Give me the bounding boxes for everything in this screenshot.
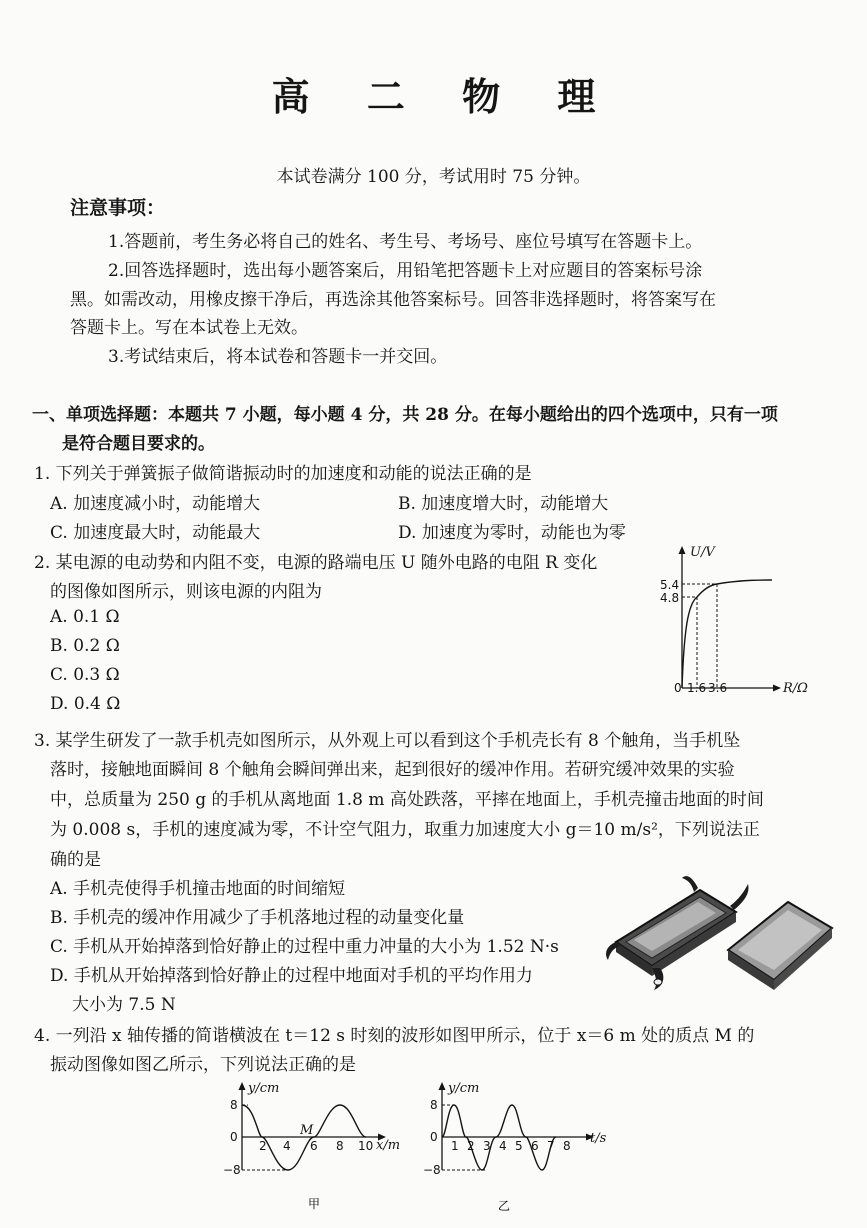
phone-case-illustration — [608, 872, 836, 1002]
q4a-y-arrow — [239, 1082, 246, 1090]
q2-option-c: C. 0.3 Ω — [50, 665, 120, 685]
q4b-tick-3: 3 — [483, 1139, 491, 1153]
q2-tick-3-6: 3.6 — [708, 681, 728, 695]
exam-title: 高 二 物 理 — [271, 74, 618, 119]
q3-option-c: C. 手机从开始掉落到恰好静止的过程中重力冲量的大小为 1.52 N·s — [50, 937, 559, 957]
q4a-caption: 甲 — [308, 1197, 321, 1211]
q3-option-b: B. 手机壳的缓冲作用减少了手机落地过程的动量变化量 — [50, 908, 465, 928]
exam-subtitle: 本试卷满分 100 分，考试用时 75 分钟。 — [276, 167, 591, 187]
q4b-tick-5: 5 — [515, 1139, 523, 1153]
q4b-tick-4: 4 — [499, 1139, 507, 1153]
q4a-tick-2: 2 — [259, 1139, 267, 1153]
notice-item-1: 1.答题前，考生务必将自己的姓名、考生号、考场号、座位号填写在答题卡上。 — [108, 232, 703, 252]
q2-x-arrow — [773, 685, 781, 692]
q4a-tick-bottom: −8 — [223, 1163, 241, 1177]
q3-stem: 3. 某学生研发了一款手机壳如图所示，从外观上可以看到这个手机壳长有 8 个触角，当手机坠 — [34, 731, 741, 751]
q4b-x-label: t/s — [590, 1131, 607, 1146]
q2-stem-cont: 的图像如图所示，则该电源的内阻为 — [50, 582, 322, 602]
q2-tick-1-6: 1.6 — [687, 681, 707, 695]
q4b-tick-6: 6 — [531, 1139, 539, 1153]
q4b-y-label: y/cm — [448, 1081, 480, 1096]
q4b-caption: 乙 — [498, 1199, 511, 1213]
q2-option-d: D. 0.4 Ω — [50, 694, 121, 714]
q2-option-a: A. 0.1 Ω — [50, 607, 120, 627]
q2-curve — [682, 580, 772, 688]
q2-origin: 0 — [674, 681, 682, 695]
q4a-point-m: M — [300, 1123, 314, 1138]
q4b-tick-1: 1 — [451, 1139, 459, 1153]
notice-item-2-cont: 黑。如需改动，用橡皮擦干净后，再选涂其他答案标号。回答非选择题时，将答案写在 — [70, 290, 716, 310]
q4b-tick-8: 8 — [563, 1139, 571, 1153]
q2-tick-5-4: 5.4 — [660, 578, 680, 592]
q3-stem-4: 为 0.008 s，手机的速度减为零，不计空气阻力，取重力加速度大小 g＝10 m/s²，下列说法正 — [50, 820, 760, 840]
notice-item-2: 2.回答选择题时，选出每小题答案后，用铅笔把答题卡上对应题目的答案标号涂 — [108, 261, 703, 281]
q1-option-a: A. 加速度减小时，动能增大 — [50, 494, 261, 514]
q4a-y-label: y/cm — [248, 1081, 280, 1096]
q4a-tick-8: 8 — [336, 1139, 344, 1153]
q2-stem: 2. 某电源的电动势和内阻不变，电源的路端电压 U 随外电路的电阻 R 变化 — [34, 553, 598, 573]
q4a-x-label: x/m — [376, 1138, 401, 1153]
q4a-tick-zero: 0 — [230, 1130, 238, 1144]
phone-with-case — [606, 876, 748, 990]
q4a-tick-6: 6 — [310, 1139, 318, 1153]
q4b-tick-bottom: −8 — [423, 1163, 441, 1177]
q3-stem-3: 中，总质量为 250 g 的手机从离地面 1.8 m 高处跌落，平摔在地面上，手机壳撞击地面的时间 — [50, 790, 764, 810]
q4a-tick-10: 10 — [358, 1139, 374, 1153]
q2-ur-graph — [640, 540, 820, 700]
q3-option-d-cont: 大小为 7.5 N — [72, 995, 176, 1015]
section-heading-cont: 是符合题目要求的。 — [62, 434, 215, 454]
q1-option-b: B. 加速度增大时，动能增大 — [398, 494, 609, 514]
q4b-tick-zero: 0 — [430, 1130, 438, 1144]
q3-option-d: D. 手机从开始掉落到恰好静止的过程中地面对手机的平均作用力 — [50, 966, 533, 986]
q1-option-d: D. 加速度为零时，动能也为零 — [398, 523, 626, 543]
q4-stem: 4. 一列沿 x 轴传播的简谐横波在 t＝12 s 时刻的波形如图甲所示，位于 x＝6 m 处的质点 M 的 — [34, 1026, 755, 1046]
q3-stem-5: 确的是 — [50, 850, 101, 870]
q4-vibration-graph — [420, 1078, 630, 1218]
q2-y-label: U/V — [690, 545, 715, 560]
notice-heading: 注意事项： — [70, 197, 166, 219]
q2-y-arrow — [679, 546, 686, 554]
q4b-y-arrow — [439, 1082, 446, 1090]
q4-wave-graph — [220, 1078, 420, 1218]
q4a-tick-top: 8 — [230, 1098, 238, 1112]
q4b-tick-2: 2 — [467, 1139, 475, 1153]
q2-tick-4-8: 4.8 — [660, 591, 680, 605]
q4-stem-cont: 振动图像如图乙所示，下列说法正确的是 — [50, 1055, 356, 1075]
q2-x-label: R/Ω — [783, 681, 808, 696]
q4b-tick-7: 7 — [547, 1139, 555, 1153]
q4a-tick-4: 4 — [283, 1139, 291, 1153]
phone-without-case — [728, 902, 832, 990]
q1-option-c: C. 加速度最大时，动能最大 — [50, 523, 261, 543]
q4b-tick-top: 8 — [430, 1098, 438, 1112]
section-heading: 一、单项选择题：本题共 7 小题，每小题 4 分，共 28 分。在每小题给出的四个选项中，只有一项 — [32, 405, 778, 425]
q3-option-a: A. 手机壳使得手机撞击地面的时间缩短 — [50, 879, 346, 899]
q3-stem-2: 落时，接触地面瞬间 8 个触角会瞬间弹出来，起到很好的缓冲作用。若研究缓冲效果的实验 — [50, 760, 735, 780]
notice-item-2-cont2: 答题卡上。写在本试卷上无效。 — [70, 318, 308, 338]
notice-item-3: 3.考试结束后，将本试卷和答题卡一并交回。 — [108, 347, 448, 367]
q2-option-b: B. 0.2 Ω — [50, 636, 120, 656]
q1-stem: 1. 下列关于弹簧振子做简谐振动时的加速度和动能的说法正确的是 — [34, 464, 532, 484]
